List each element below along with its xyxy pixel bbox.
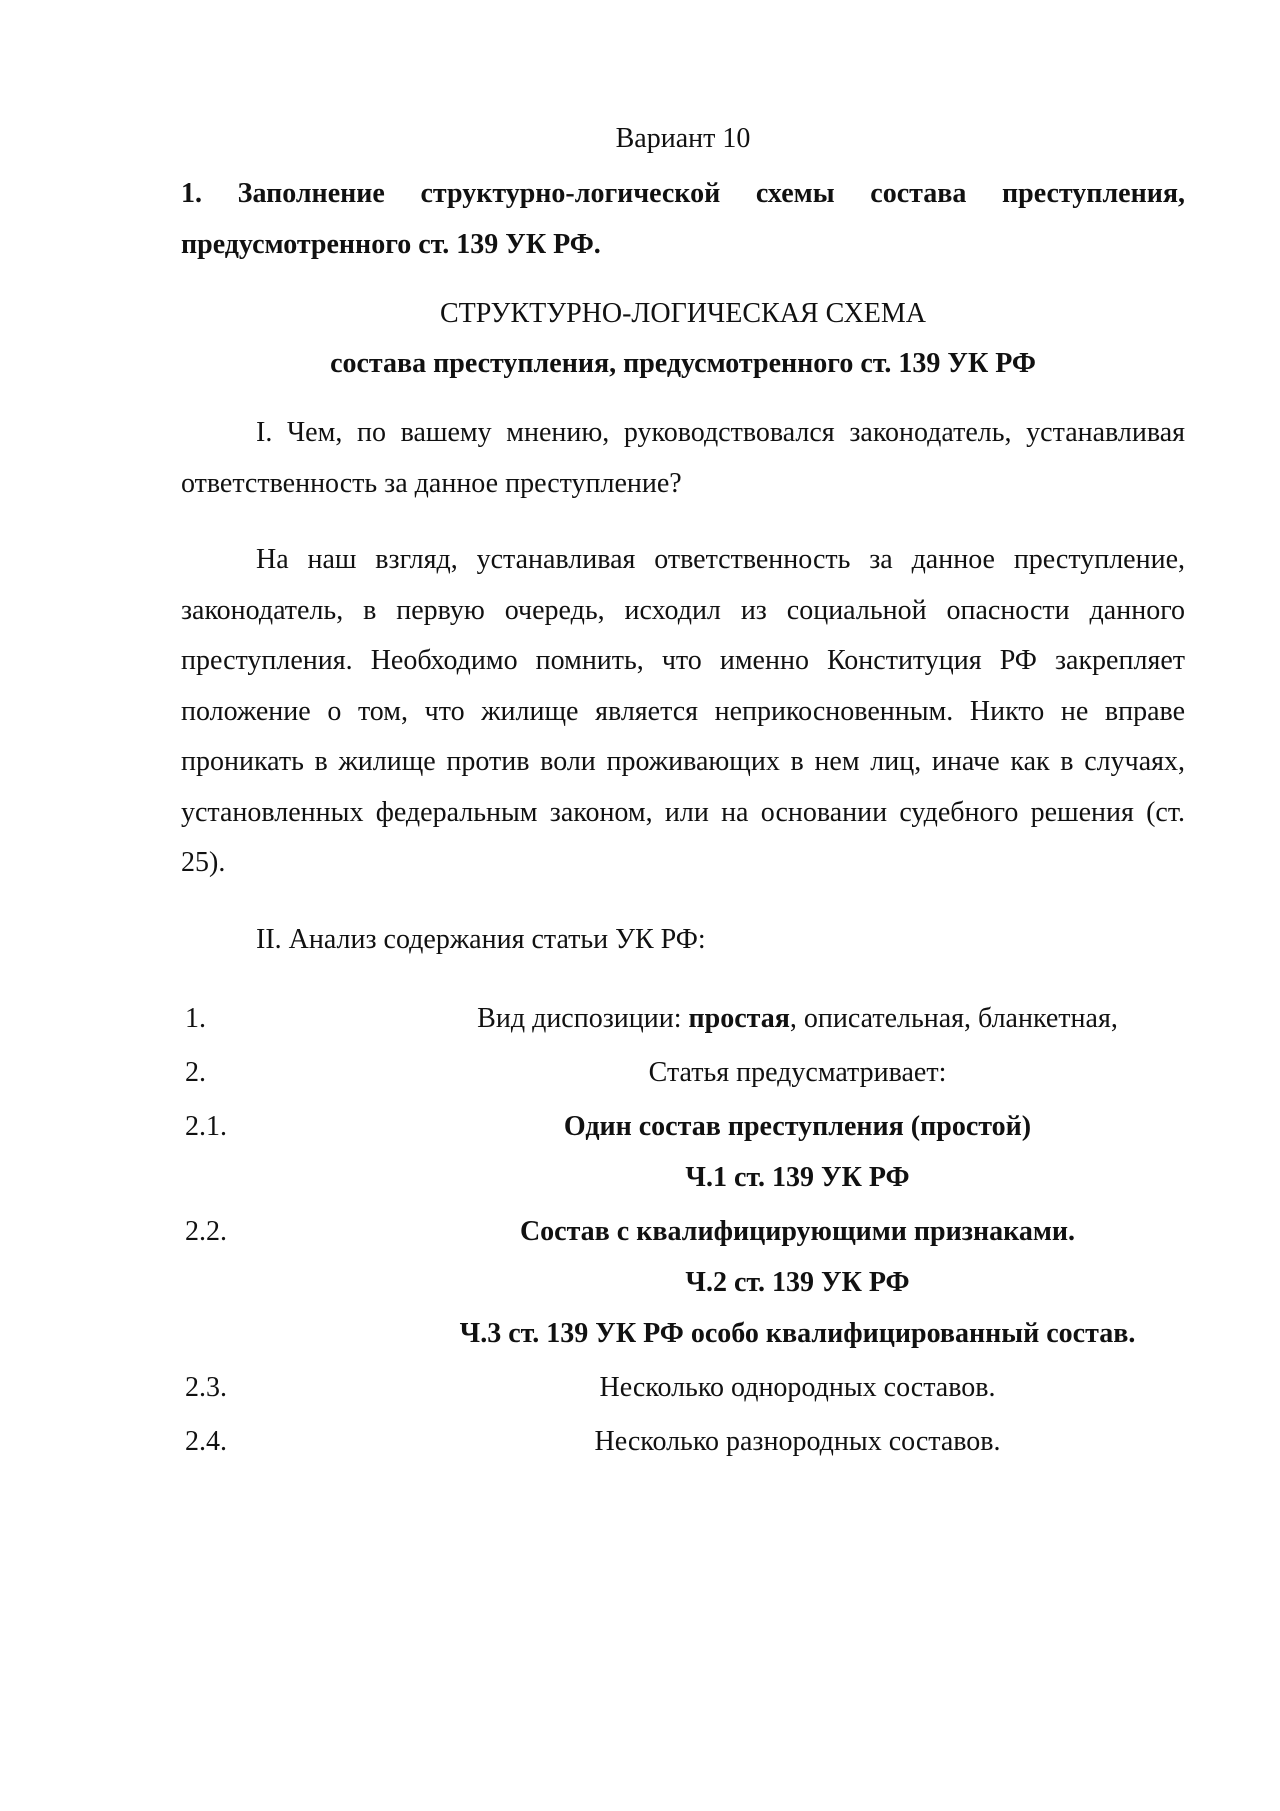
list-item-text: Несколько разнородных составов. <box>594 1426 1001 1457</box>
list-item <box>181 993 1185 1044</box>
simple-composition: Один состав преступления (простой) <box>563 1111 1032 1142</box>
list-item-number: 2. <box>185 1057 206 1088</box>
analysis-list <box>181 993 1185 1467</box>
list-item-number: 2.1. <box>185 1111 227 1142</box>
variant-heading: Вариант 10 <box>615 123 751 154</box>
list-item <box>181 1047 1185 1098</box>
document-body <box>181 114 1185 1470</box>
scheme-title: СТРУКТУРНО-ЛОГИЧЕСКАЯ СХЕМА <box>440 298 926 329</box>
list-item-number: 2.4. <box>185 1426 227 1457</box>
question-2: II. Анализ содержания статьи УК РФ: <box>256 923 706 955</box>
part-3-reference: Ч.3 ст. 139 УК РФ особо квалифицированный состав. <box>459 1318 1136 1349</box>
list-item <box>181 1416 1185 1467</box>
list-item-text: Статья предусматривает: <box>648 1057 947 1088</box>
part-1-reference: Ч.1 ст. 139 УК РФ <box>685 1162 910 1193</box>
answer-1: На наш взгляд, устанавливая ответственность за данное преступление, законодатель, в первую очередь, исходил из социальной опасности данного преступления. Необходимо помнить, что именно Конституция РФ закрепляет положение о том, что жилище является неприкосновенным. Никто не вправе проникать в жилище против воли проживающих в нем лиц, иначе как в случаях, установленных федеральным законом, или на основании судебного решения (ст. 25). <box>181 544 1185 878</box>
disposition-bold: простая <box>688 1003 790 1034</box>
list-item-number: 2.3. <box>185 1372 227 1403</box>
question-1: I. Чем, по вашему мнению, руководствовался законодатель, устанавливая ответственность за данное преступление? <box>181 417 1185 499</box>
list-item-text <box>260 1101 1185 1203</box>
list-item-text <box>260 1206 1185 1359</box>
list-item-text: Несколько однородных составов. <box>599 1372 996 1403</box>
task-heading: 1. Заполнение структурно-логической схемы состава преступления, предусмотренного ст. 139 УК РФ. <box>181 178 1185 260</box>
list-item-number: 2.2. <box>185 1216 227 1247</box>
list-item-number: 1. <box>185 1003 206 1034</box>
scheme-subtitle: состава преступления, предусмотренного ст. 139 УК РФ <box>330 348 1036 379</box>
list-item <box>181 1206 1185 1359</box>
disposition-suffix: , описательная, бланкетная, <box>789 1003 1118 1034</box>
part-2-reference: Ч.2 ст. 139 УК РФ <box>685 1267 910 1298</box>
list-item <box>181 1362 1185 1413</box>
list-item-text <box>260 993 1185 1044</box>
list-item <box>181 1101 1185 1203</box>
disposition-prefix: Вид диспозиции: <box>477 1003 689 1034</box>
qualified-composition: Состав с квалифицирующими признаками. <box>519 1216 1076 1247</box>
